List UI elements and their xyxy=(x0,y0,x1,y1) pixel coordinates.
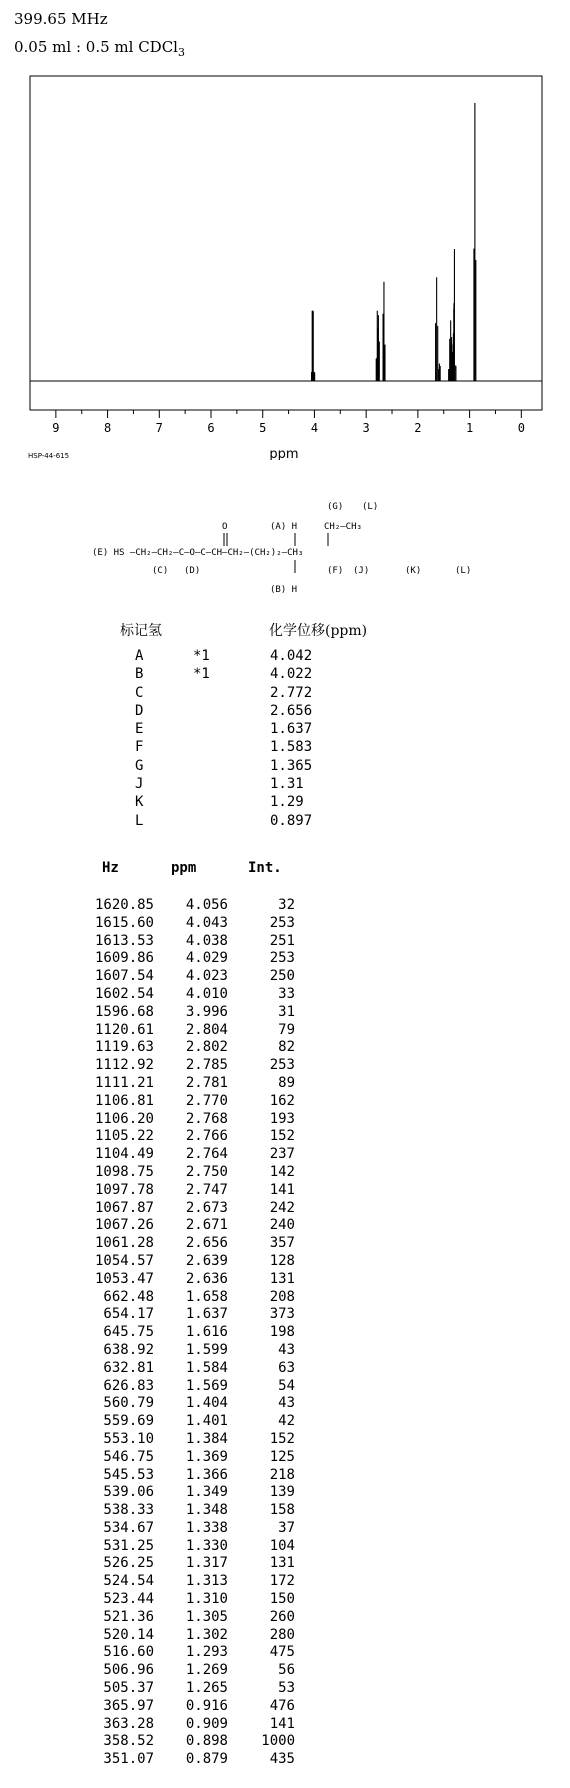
peak-ppm: 1.637 xyxy=(185,1306,228,1323)
assignment-label: J xyxy=(135,776,144,793)
assignment-label: F xyxy=(135,739,144,756)
peak-row xyxy=(0,1200,570,1218)
peak-int: 152 xyxy=(269,1128,295,1145)
peak-hz: 559.69 xyxy=(103,1413,154,1430)
assignment-ppm: 1.29 xyxy=(270,794,304,811)
sample-text: 0.05 ml : 0.5 ml CDCl xyxy=(14,38,178,56)
peak-hz: 632.81 xyxy=(103,1359,154,1376)
assignment-row xyxy=(0,685,570,703)
peak-row xyxy=(0,1555,570,1573)
peak-ppm: 0.916 xyxy=(185,1697,228,1714)
assignment-row xyxy=(0,813,570,831)
assignment-label: C xyxy=(135,684,144,701)
assignment-table xyxy=(0,648,570,831)
peak-hz: 531.25 xyxy=(103,1537,154,1554)
peak-int: 56 xyxy=(278,1662,295,1679)
peak-hz: 1105.22 xyxy=(94,1128,154,1145)
molecule-structure xyxy=(0,495,570,600)
peak-row xyxy=(0,1217,570,1235)
peak-int: 150 xyxy=(269,1591,295,1608)
assignment-note: *1 xyxy=(193,648,210,664)
peak-row xyxy=(0,1182,570,1200)
peak-int: 251 xyxy=(269,932,295,949)
peak-row xyxy=(0,1627,570,1645)
peak-hz: 1053.47 xyxy=(94,1270,154,1287)
peak-row xyxy=(0,1662,570,1680)
peak-ppm: 4.056 xyxy=(185,897,228,913)
peak-hz: 1067.26 xyxy=(94,1217,154,1234)
peak-hz: 1613.53 xyxy=(94,932,154,949)
peak-ppm: 1.599 xyxy=(185,1341,228,1358)
peak-ppm: 2.636 xyxy=(185,1270,228,1287)
assignment-header-shift: 化学位移(ppm) xyxy=(269,623,368,639)
peak-int: 158 xyxy=(269,1502,295,1519)
peak-int: 172 xyxy=(269,1573,295,1590)
x-tick-label: 3 xyxy=(362,421,370,435)
peak-ppm: 2.671 xyxy=(185,1217,228,1234)
peak-row xyxy=(0,1289,570,1307)
assignment-ppm: 1.31 xyxy=(270,776,304,793)
peak-row xyxy=(0,1004,570,1022)
peak-ppm: 2.770 xyxy=(185,1092,228,1109)
peak-int: 237 xyxy=(269,1146,295,1163)
peak-ppm: 2.764 xyxy=(185,1146,228,1163)
peak-row xyxy=(0,1075,570,1093)
peak-int: 131 xyxy=(269,1270,295,1287)
peak-ppm: 3.996 xyxy=(185,1003,228,1020)
peak-ppm: 4.010 xyxy=(185,985,228,1002)
peak-ppm: 1.401 xyxy=(185,1413,228,1430)
peak-int: 357 xyxy=(269,1235,295,1252)
peak-int: 63 xyxy=(278,1359,295,1376)
peak-ppm: 0.898 xyxy=(185,1733,228,1750)
peak-hz: 1106.81 xyxy=(94,1092,154,1109)
assignment-row xyxy=(0,776,570,794)
x-tick-label: 5 xyxy=(259,421,267,435)
label-l-bottom: (L) xyxy=(455,566,472,576)
peak-row xyxy=(0,1378,570,1396)
peak-int: 476 xyxy=(269,1697,295,1714)
peak-hz: 1111.21 xyxy=(94,1074,154,1091)
peak-int: 43 xyxy=(278,1395,295,1412)
assignment-row xyxy=(0,721,570,739)
peak-hz: 534.67 xyxy=(103,1519,154,1536)
peak-hz: 645.75 xyxy=(103,1324,154,1341)
x-tick-label: 1 xyxy=(465,421,474,435)
peak-int: 240 xyxy=(269,1217,295,1234)
peak-hz: 1607.54 xyxy=(94,968,154,985)
carbonyl-oxygen: O xyxy=(222,522,228,532)
peak-hz: 365.97 xyxy=(103,1697,154,1714)
peak-hz: 662.48 xyxy=(103,1288,154,1305)
peak-ppm: 1.658 xyxy=(185,1288,228,1305)
peak-hz: 1602.54 xyxy=(94,985,154,1002)
peak-row xyxy=(0,986,570,1004)
peak-int: 142 xyxy=(269,1163,295,1180)
assignment-ppm: 2.656 xyxy=(270,702,313,719)
peak-header-hz: Hz xyxy=(102,860,119,876)
peak-hz: 520.14 xyxy=(103,1626,154,1643)
peak-int: 208 xyxy=(269,1288,295,1305)
peak-ppm: 2.747 xyxy=(185,1181,228,1198)
peak-row xyxy=(0,1733,570,1751)
peak-ppm: 2.785 xyxy=(185,1057,228,1074)
assignment-label: D xyxy=(135,702,144,719)
peak-row xyxy=(0,1306,570,1324)
peak-int: 280 xyxy=(269,1626,295,1643)
peak-ppm: 1.616 xyxy=(185,1324,228,1341)
peak-header-int: Int. xyxy=(248,860,282,876)
peak-row xyxy=(0,1591,570,1609)
peak-row xyxy=(0,1395,570,1413)
assignment-label: E xyxy=(135,721,144,738)
assignment-row xyxy=(0,758,570,776)
peak-ppm: 4.043 xyxy=(185,914,228,931)
peak-row xyxy=(0,1253,570,1271)
x-tick-label: 4 xyxy=(310,421,319,435)
peak-hz: 363.28 xyxy=(103,1715,154,1732)
peak-ppm: 2.656 xyxy=(185,1235,228,1252)
peak-hz: 1120.61 xyxy=(94,1021,154,1038)
peak-int: 33 xyxy=(278,985,295,1002)
peak-int: 193 xyxy=(269,1110,295,1127)
label-d: (D) xyxy=(184,566,201,576)
peak-row xyxy=(0,1609,570,1627)
peak-ppm: 1.293 xyxy=(185,1644,228,1661)
peak-row xyxy=(0,1573,570,1591)
peak-hz: 560.79 xyxy=(103,1395,154,1412)
peak-row xyxy=(0,1128,570,1146)
peak-ppm: 1.317 xyxy=(185,1555,228,1572)
peak-row xyxy=(0,968,570,986)
assignment-label: G xyxy=(135,757,144,774)
peak-hz: 1119.63 xyxy=(94,1039,154,1056)
peak-ppm: 2.766 xyxy=(185,1128,228,1145)
peak-ppm: 2.768 xyxy=(185,1110,228,1127)
assignment-row xyxy=(0,703,570,721)
label-l-top: (L) xyxy=(362,502,379,512)
peak-ppm: 1.348 xyxy=(185,1502,228,1519)
peak-row xyxy=(0,1271,570,1289)
peak-row xyxy=(0,1484,570,1502)
peak-row xyxy=(0,1342,570,1360)
peak-ppm: 1.384 xyxy=(185,1430,228,1447)
peak-row xyxy=(0,1644,570,1662)
peak-ppm: 2.804 xyxy=(185,1021,228,1038)
peak-hz: 1615.60 xyxy=(94,914,154,931)
peak-int: 131 xyxy=(269,1555,295,1572)
peak-row xyxy=(0,950,570,968)
assignment-label: B xyxy=(135,666,144,683)
peak-int: 139 xyxy=(269,1484,295,1501)
peak-int: 141 xyxy=(269,1715,295,1732)
peak-int: 250 xyxy=(269,968,295,985)
peak-row xyxy=(0,1360,570,1378)
x-tick-label: 8 xyxy=(103,421,112,435)
peak-ppm: 1.265 xyxy=(185,1680,228,1697)
peak-row xyxy=(0,1467,570,1485)
peak-int: 435 xyxy=(269,1751,295,1768)
label-b-h: (B) H xyxy=(270,585,298,595)
peak-ppm: 4.023 xyxy=(185,968,228,985)
label-j: (J) xyxy=(353,566,370,576)
peak-int: 1000 xyxy=(261,1733,295,1750)
peak-ppm: 1.305 xyxy=(185,1608,228,1625)
peak-row xyxy=(0,1057,570,1075)
peak-hz: 654.17 xyxy=(103,1306,154,1323)
peak-ppm: 1.302 xyxy=(185,1626,228,1643)
peak-hz: 1112.92 xyxy=(94,1057,154,1074)
peak-hz: 526.25 xyxy=(103,1555,154,1572)
assignment-row xyxy=(0,794,570,812)
assignment-ppm: 1.365 xyxy=(270,757,313,774)
peak-hz: 351.07 xyxy=(103,1751,154,1768)
peak-row xyxy=(0,1146,570,1164)
peak-row xyxy=(0,1502,570,1520)
peak-ppm: 1.404 xyxy=(185,1395,228,1412)
assignment-ppm: 1.583 xyxy=(270,739,313,756)
assignment-ppm: 4.022 xyxy=(270,666,313,683)
assignment-label: A xyxy=(135,648,144,664)
nmr-spectrum-chart xyxy=(0,0,570,460)
peak-hz: 626.83 xyxy=(103,1377,154,1394)
peak-ppm: 2.802 xyxy=(185,1039,228,1056)
assignment-ppm: 1.637 xyxy=(270,721,313,738)
peak-row xyxy=(0,1235,570,1253)
peak-ppm: 1.338 xyxy=(185,1519,228,1536)
peak-row xyxy=(0,1680,570,1698)
assignment-ppm: 0.897 xyxy=(270,812,313,829)
assignment-header-label: 标记氢 xyxy=(120,623,162,639)
assignment-label: L xyxy=(135,812,144,829)
peak-int: 141 xyxy=(269,1181,295,1198)
assignment-note: *1 xyxy=(193,666,210,683)
peak-table xyxy=(0,897,570,1769)
peak-ppm: 0.909 xyxy=(185,1715,228,1732)
peak-row xyxy=(0,1698,570,1716)
peak-ppm: 2.639 xyxy=(185,1252,228,1269)
x-tick-label: 9 xyxy=(52,421,60,435)
peak-hz: 1097.78 xyxy=(94,1181,154,1198)
peak-int: 218 xyxy=(269,1466,295,1483)
peak-hz: 523.44 xyxy=(103,1591,154,1608)
peak-int: 152 xyxy=(269,1430,295,1447)
peak-int: 475 xyxy=(269,1644,295,1661)
main-chain: (E) HS —CH₂—CH₂—C—O—C—CH—CH₂—(CH₂)₂—CH₃ xyxy=(92,548,304,558)
peak-int: 242 xyxy=(269,1199,295,1216)
peak-int: 32 xyxy=(278,897,295,913)
peak-ppm: 4.029 xyxy=(185,950,228,967)
peak-int: 253 xyxy=(269,1057,295,1074)
peak-ppm: 1.584 xyxy=(185,1359,228,1376)
x-axis-ticks xyxy=(52,410,525,435)
peak-ppm: 1.330 xyxy=(185,1537,228,1554)
spectrometer-frequency: 399.65 MHz xyxy=(14,10,108,28)
peak-int: 125 xyxy=(269,1448,295,1465)
peak-hz: 1106.20 xyxy=(94,1110,154,1127)
peak-int: 54 xyxy=(278,1377,295,1394)
peak-header-ppm: ppm xyxy=(171,860,197,876)
peak-hz: 538.33 xyxy=(103,1502,154,1519)
peak-row xyxy=(0,1093,570,1111)
peak-int: 79 xyxy=(278,1021,295,1038)
peak-row xyxy=(0,1538,570,1556)
peak-ppm: 1.569 xyxy=(185,1377,228,1394)
peak-int: 162 xyxy=(269,1092,295,1109)
peak-ppm: 2.781 xyxy=(185,1074,228,1091)
peak-ppm: 1.269 xyxy=(185,1662,228,1679)
x-tick-label: 0 xyxy=(517,421,525,435)
peak-int: 253 xyxy=(269,914,295,931)
peak-lines xyxy=(312,103,476,381)
peak-ppm: 1.366 xyxy=(185,1466,228,1483)
peak-row xyxy=(0,1164,570,1182)
label-a-h: (A) H xyxy=(270,522,298,532)
peak-int: 43 xyxy=(278,1341,295,1358)
peak-hz: 358.52 xyxy=(103,1733,154,1750)
side-chain-ethyl: CH₂—CH₃ xyxy=(324,522,362,532)
peak-int: 253 xyxy=(269,950,295,967)
label-c: (C) xyxy=(152,566,169,576)
label-k: (K) xyxy=(405,566,422,576)
peak-hz: 505.37 xyxy=(103,1680,154,1697)
peak-hz: 1609.86 xyxy=(94,950,154,967)
peak-row xyxy=(0,1111,570,1129)
peak-hz: 1104.49 xyxy=(94,1146,154,1163)
peak-hz: 524.54 xyxy=(103,1573,154,1590)
peak-int: 260 xyxy=(269,1608,295,1625)
peak-int: 82 xyxy=(278,1039,295,1056)
assignment-row xyxy=(0,648,570,666)
spectrum-code: HSP-44-615 xyxy=(28,452,70,460)
peak-row xyxy=(0,1413,570,1431)
peak-int: 31 xyxy=(278,1003,295,1020)
peak-ppm: 2.750 xyxy=(185,1163,228,1180)
peak-ppm: 0.879 xyxy=(185,1751,228,1768)
peak-row xyxy=(0,933,570,951)
peak-row xyxy=(0,1520,570,1538)
peak-row xyxy=(0,915,570,933)
peak-row xyxy=(0,1751,570,1769)
peak-hz: 545.53 xyxy=(103,1466,154,1483)
assignment-ppm: 2.772 xyxy=(270,684,313,701)
peak-int: 104 xyxy=(269,1537,295,1554)
peak-int: 42 xyxy=(278,1413,295,1430)
assignment-row xyxy=(0,739,570,757)
peak-int: 37 xyxy=(278,1519,295,1536)
peak-hz: 516.60 xyxy=(103,1644,154,1661)
x-tick-label: 7 xyxy=(155,421,163,435)
peak-ppm: 1.313 xyxy=(185,1573,228,1590)
label-f: (F) xyxy=(327,566,344,576)
assignment-row xyxy=(0,666,570,684)
plot-frame xyxy=(30,76,542,410)
x-axis-label: ppm xyxy=(269,447,299,460)
peak-int: 373 xyxy=(269,1306,295,1323)
peak-hz: 539.06 xyxy=(103,1484,154,1501)
peak-hz: 521.36 xyxy=(103,1608,154,1625)
peak-ppm: 2.673 xyxy=(185,1199,228,1216)
peak-ppm: 1.369 xyxy=(185,1448,228,1465)
peak-hz: 546.75 xyxy=(103,1448,154,1465)
x-tick-label: 6 xyxy=(207,421,215,435)
peak-row xyxy=(0,1449,570,1467)
peak-row xyxy=(0,1431,570,1449)
peak-hz: 638.92 xyxy=(103,1341,154,1358)
peak-hz: 1054.57 xyxy=(94,1252,154,1269)
label-g: (G) xyxy=(327,502,344,512)
peak-hz: 553.10 xyxy=(103,1430,154,1447)
assignment-label: K xyxy=(135,794,144,811)
peak-int: 198 xyxy=(269,1324,295,1341)
peak-int: 89 xyxy=(278,1074,295,1091)
peak-ppm: 4.038 xyxy=(185,932,228,949)
peak-ppm: 1.310 xyxy=(185,1591,228,1608)
peak-int: 128 xyxy=(269,1252,295,1269)
peak-hz: 506.96 xyxy=(103,1662,154,1679)
peak-hz: 1098.75 xyxy=(94,1163,154,1180)
peak-hz: 1620.85 xyxy=(94,897,154,913)
peak-row xyxy=(0,1716,570,1734)
peak-row xyxy=(0,897,570,915)
peak-ppm: 1.349 xyxy=(185,1484,228,1501)
peak-hz: 1067.87 xyxy=(94,1199,154,1216)
peak-row xyxy=(0,1324,570,1342)
x-tick-label: 2 xyxy=(414,421,422,435)
peak-hz: 1061.28 xyxy=(94,1235,154,1252)
peak-row xyxy=(0,1039,570,1057)
peak-row xyxy=(0,1022,570,1040)
peak-hz: 1596.68 xyxy=(94,1003,154,1020)
sample-subscript: 3 xyxy=(177,46,185,59)
peak-int: 53 xyxy=(278,1680,295,1697)
assignment-ppm: 4.042 xyxy=(270,648,313,664)
